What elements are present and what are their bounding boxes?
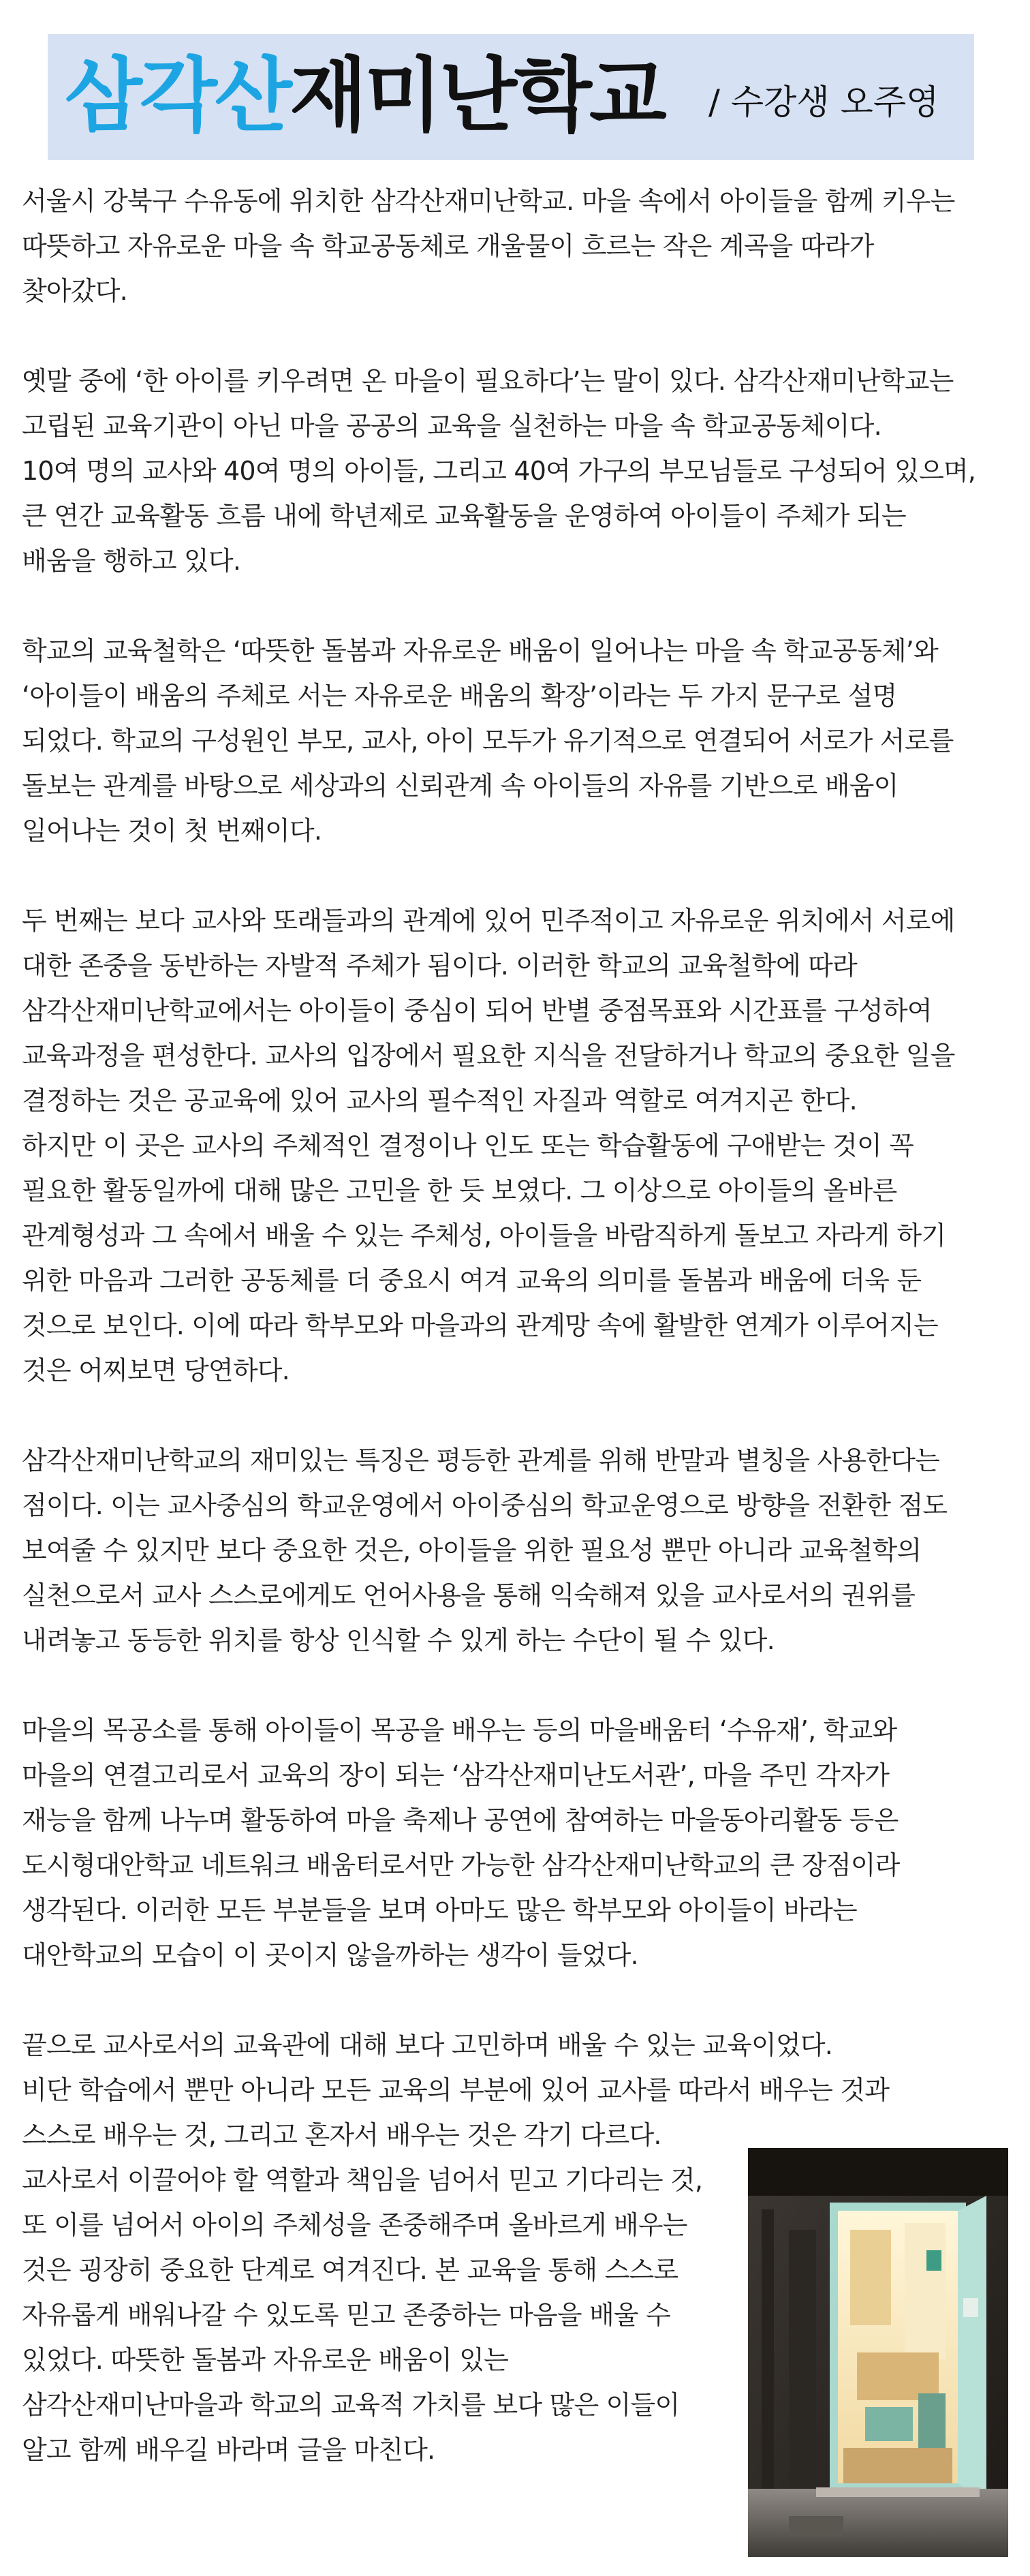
paragraph-line: 도시형대안학교 네트워크 배움터로서만 가능한 삼각산재미난학교의 큰 장점이라 <box>22 1850 900 1880</box>
paragraph-gap <box>22 1978 1016 2023</box>
paragraph-line: 비단 학습에서 뿐만 아니라 모든 교육의 부분에 있어 교사를 따라서 배우는 것과 <box>22 2075 890 2105</box>
paragraph-line: 실천으로서 교사 스스로에게도 언어사용을 통해 익숙해져 있을 교사로서의 권위를 <box>22 1580 916 1610</box>
paragraph-line: 대한 존중을 동반하는 자발적 주체가 됨이다. 이러한 학교의 교육철학에 따라 <box>22 951 857 981</box>
paragraph-line: 10여 명의 교사와 40여 명의 아이들, 그리고 40여 가구의 부모님들로 구성되어 있으며, <box>22 456 976 486</box>
paragraph-line: 대안학교의 모습이 이 곳이지 않을까하는 생각이 들었다. <box>22 1940 638 1970</box>
school-entrance-photo <box>748 2148 1008 2557</box>
paragraph-gap <box>22 313 1016 358</box>
paragraph-line: 따뜻하고 자유로운 마을 속 학교공동체로 개울물이 흐르는 작은 계곡을 따라가 <box>22 231 874 261</box>
paragraph-line: 돌보는 관계를 바탕으로 세상과의 신뢰관계 속 아이들의 자유를 기반으로 배움이 <box>22 771 899 801</box>
paragraph-line: 고립된 교육기관이 아닌 마을 공공의 교육을 실천하는 마을 속 학교공동체이다. <box>22 411 881 441</box>
paragraph-line: 두 번째는 보다 교사와 또래들과의 관계에 있어 민주적이고 자유로운 위치에서 서로에 <box>22 906 955 936</box>
paragraph-gap <box>22 1393 1016 1438</box>
paragraph-line: 것으로 보인다. 이에 따라 학부모와 마을과의 관계망 속에 활발한 연계가 이루어지는 <box>22 1310 938 1340</box>
paragraph-line: 삼각산재미난학교의 재미있는 특징은 평등한 관계를 위해 반말과 별칭을 사용한다는 <box>22 1445 940 1475</box>
article-paragraph <box>22 628 1016 853</box>
paragraph-line: 보여줄 수 있지만 보다 중요한 것은, 아이들을 위한 필요성 뿐만 아니라 교육철학의 <box>22 1535 922 1565</box>
article-paragraph <box>22 1438 1016 1663</box>
paragraph-line: 옛말 중에 ‘한 아이를 키우려면 온 마을이 필요하다’는 말이 있다. 삼각산재미난학교는 <box>22 366 954 396</box>
article-paragraph <box>22 179 1016 313</box>
paragraph-gap <box>22 1663 1016 1708</box>
paragraph-line: 교사로서 이끌어야 할 역할과 책임을 넘어서 믿고 기다리는 것, <box>22 2165 703 2195</box>
article-paragraph <box>22 358 1016 583</box>
paragraph-line: 생각된다. 이러한 모든 부분들을 보며 아마도 많은 학부모와 아이들이 바라는 <box>22 1895 857 1925</box>
paragraph-line: 큰 연간 교육활동 흐름 내에 학년제로 교육활동을 운영하여 아이들이 주체가 되는 <box>22 501 906 531</box>
paragraph-line: 하지만 이 곳은 교사의 주체적인 결정이나 인도 또는 학습활동에 구애받는 것이 꼭 <box>22 1131 914 1161</box>
paragraph-line: 삼각산재미난마을과 학교의 교육적 가치를 보다 많은 이들이 <box>22 2390 680 2420</box>
paragraph-line: 교육과정을 편성한다. 교사의 입장에서 필요한 지식을 전달하거나 학교의 중요한 일을 <box>22 1041 955 1071</box>
paragraph-line: 점이다. 이는 교사중심의 학교운영에서 아이중심의 학교운영으로 방향을 전환한 점도 <box>22 1490 948 1520</box>
paragraph-line: 내려놓고 동등한 위치를 항상 인식할 수 있게 하는 수단이 될 수 있다. <box>22 1625 775 1655</box>
paragraph-line: 자유롭게 배워나갈 수 있도록 믿고 존중하는 마음을 배울 수 <box>22 2300 671 2330</box>
paragraph-gap <box>22 853 1016 898</box>
paragraph-line: 삼각산재미난학교에서는 아이들이 중심이 되어 반별 중점목표와 시간표를 구성하여 <box>22 996 932 1026</box>
title-highlight: 삼각산 <box>65 48 290 142</box>
paragraph-line: 있었다. 따뜻한 돌봄과 자유로운 배움이 있는 <box>22 2345 509 2375</box>
paragraph-line: ‘아이들이 배움의 주체로 서는 자유로운 배움의 확장’이라는 두 가지 문구로 설명 <box>22 681 897 711</box>
byline: / 수강생 오주영 <box>708 82 939 122</box>
paragraph-line: 것은 굉장히 중요한 단계로 여겨진다. 본 교육을 통해 스스로 <box>22 2255 678 2285</box>
article-paragraph <box>22 1708 1016 1978</box>
paragraph-gap <box>22 583 1016 628</box>
paragraph-line: 것은 어찌보면 당연하다. <box>22 1355 290 1385</box>
paragraph-line: 배움을 행하고 있다. <box>22 546 241 576</box>
paragraph-line: 관계형성과 그 속에서 배울 수 있는 주체성, 아이들을 바람직하게 돌보고 자라게 하기 <box>22 1221 946 1251</box>
paragraph-line: 서울시 강북구 수유동에 위치한 삼각산재미난학교. 마을 속에서 아이들을 함께 키우는 <box>22 186 955 216</box>
paragraph-line: 재능을 함께 나누며 활동하여 마을 축제나 공연에 참여하는 마을동아리활동 등은 <box>22 1805 899 1835</box>
paragraph-line: 되었다. 학교의 구성원인 부모, 교사, 아이 모두가 유기적으로 연결되어 서로가 서로를 <box>22 726 954 756</box>
paragraph-line: 결정하는 것은 공교육에 있어 교사의 필수적인 자질과 역할로 여겨지곤 한다. <box>22 1086 857 1116</box>
paragraph-line: 학교의 교육철학은 ‘따뜻한 돌봄과 자유로운 배움이 일어나는 마을 속 학교공동체’와 <box>22 636 938 666</box>
paragraph-line: 필요한 활동일까에 대해 많은 고민을 한 듯 보였다. 그 이상으로 아이들의 올바른 <box>22 1176 897 1206</box>
paragraph-line: 마을의 연결고리로서 교육의 장이 되는 ‘삼각산재미난도서관’, 마을 주민 각자가 <box>22 1760 890 1790</box>
paragraph-line: 스스로 배우는 것, 그리고 혼자서 배우는 것은 각기 다르다. <box>22 2120 661 2150</box>
article-body <box>22 179 1016 2472</box>
paragraph-line: 찾아갔다. <box>22 276 127 306</box>
paragraph-line: 끝으로 교사로서의 교육관에 대해 보다 고민하며 배울 수 있는 교육이었다. <box>22 2030 833 2060</box>
paragraph-line: 마을의 목공소를 통해 아이들이 목공을 배우는 등의 마을배움터 ‘수유재’, 학교와 <box>22 1715 897 1745</box>
paragraph-line: 위한 마음과 그러한 공동체를 더 중요시 여겨 교육의 의미를 돌봄과 배움에 더욱 둔 <box>22 1266 922 1295</box>
article-paragraph <box>22 898 1016 1393</box>
page-title <box>65 41 664 150</box>
title-main: 재미난학교 <box>289 48 664 142</box>
paragraph-line: 또 이를 넘어서 아이의 주체성을 존중해주며 올바르게 배우는 <box>22 2210 687 2240</box>
paragraph-line: 알고 함께 배우길 바라며 글을 마친다. <box>22 2435 435 2465</box>
doorway-illustration <box>748 2148 1008 2557</box>
paragraph-line: 일어나는 것이 첫 번째이다. <box>22 816 322 846</box>
